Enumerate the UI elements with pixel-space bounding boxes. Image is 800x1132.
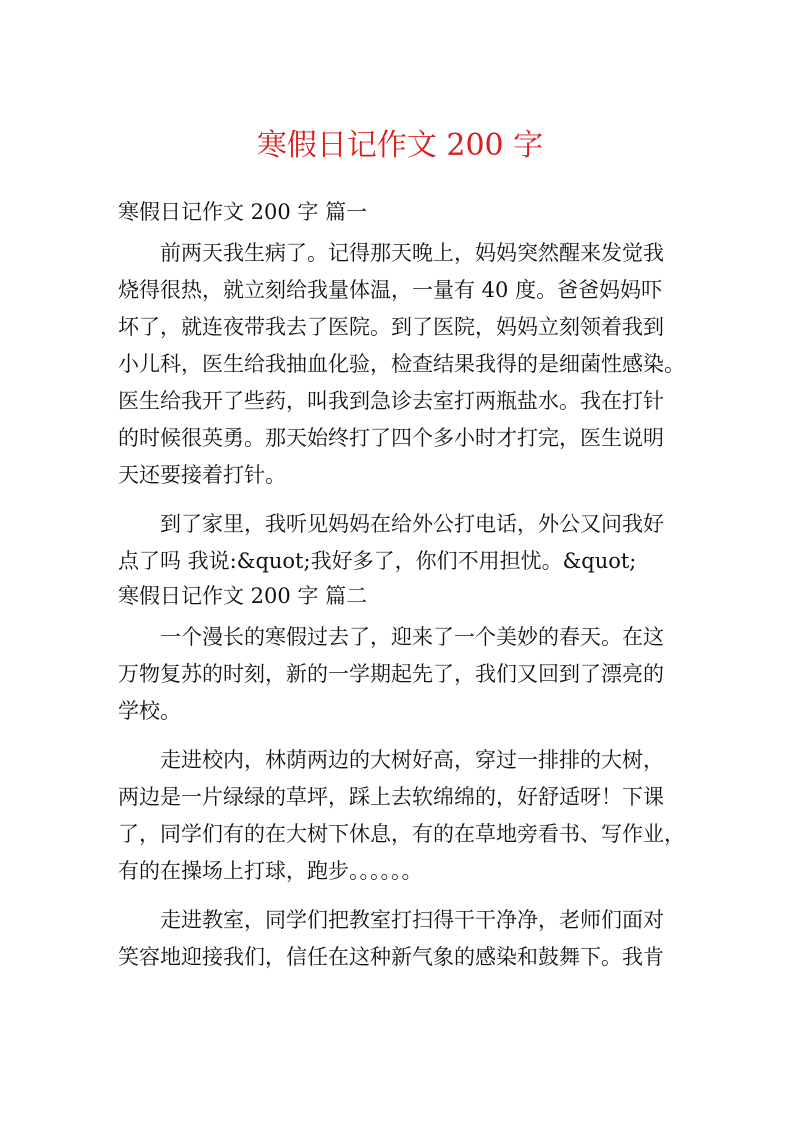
document-body	[118, 196, 688, 976]
paragraph	[118, 730, 688, 890]
text-line: 有的在操场上打球，跑步。。。。。。	[118, 859, 423, 883]
text-line: 的时候很英勇。那天始终打了四个多小时才打完，医生说明	[118, 426, 664, 450]
text-line: 小儿科，医生给我抽血化验，检查结果我得的是细菌性感染。	[118, 352, 685, 376]
paragraph	[118, 494, 688, 580]
paragraph	[118, 890, 688, 976]
text-line: 学校。	[118, 699, 181, 723]
text-line: 一个漫长的寒假过去了，迎来了一个美妙的春天。在这	[160, 625, 664, 649]
text-line: 医生给我开了些药，叫我到急诊去室打两瓶盐水。我在打针	[118, 389, 664, 413]
text-line: 天还要接着打针。	[118, 463, 286, 487]
section-heading-1: 寒假日记作文 200 字 篇一	[118, 200, 368, 224]
text-line: 两边是一片绿绿的草坪，踩上去软绵绵的，好舒适呀！下课	[118, 785, 664, 809]
paragraph	[118, 229, 688, 494]
text-line: 烧得很热，就立刻给我量体温，一量有 40 度。爸爸妈妈吓	[118, 278, 663, 302]
text-line: 点了吗 我说:&quot;我好多了，你们不用担忧。&quot;	[118, 549, 637, 573]
text-line: 走进教室，同学们把教室打扫得干干净净，老师们面对	[160, 908, 664, 932]
text-line: 到了家里，我听见妈妈在给外公打电话，外公又问我好	[160, 512, 664, 536]
text-line: 走进校内，林荫两边的大树好高，穿过一排排的大树，	[160, 748, 664, 772]
text-line: 笑容地迎接我们，信任在这种新气象的感染和鼓舞下。我肯	[118, 945, 664, 969]
text-line: 前两天我生病了。记得那天晚上，妈妈突然醒来发觉我	[160, 241, 664, 265]
text-line: 了，同学们有的在大树下休息，有的在草地旁看书、写作业，	[118, 822, 685, 846]
paragraph	[118, 613, 688, 730]
section-heading-2: 寒假日记作文 200 字 篇二	[118, 584, 368, 608]
page-title: 寒假日记作文 200 字	[256, 128, 544, 163]
text-line: 坏了，就连夜带我去了医院。到了医院，妈妈立刻领着我到	[118, 315, 664, 339]
text-line: 万物复苏的时刻，新的一学期起先了，我们又回到了漂亮的	[118, 662, 664, 686]
